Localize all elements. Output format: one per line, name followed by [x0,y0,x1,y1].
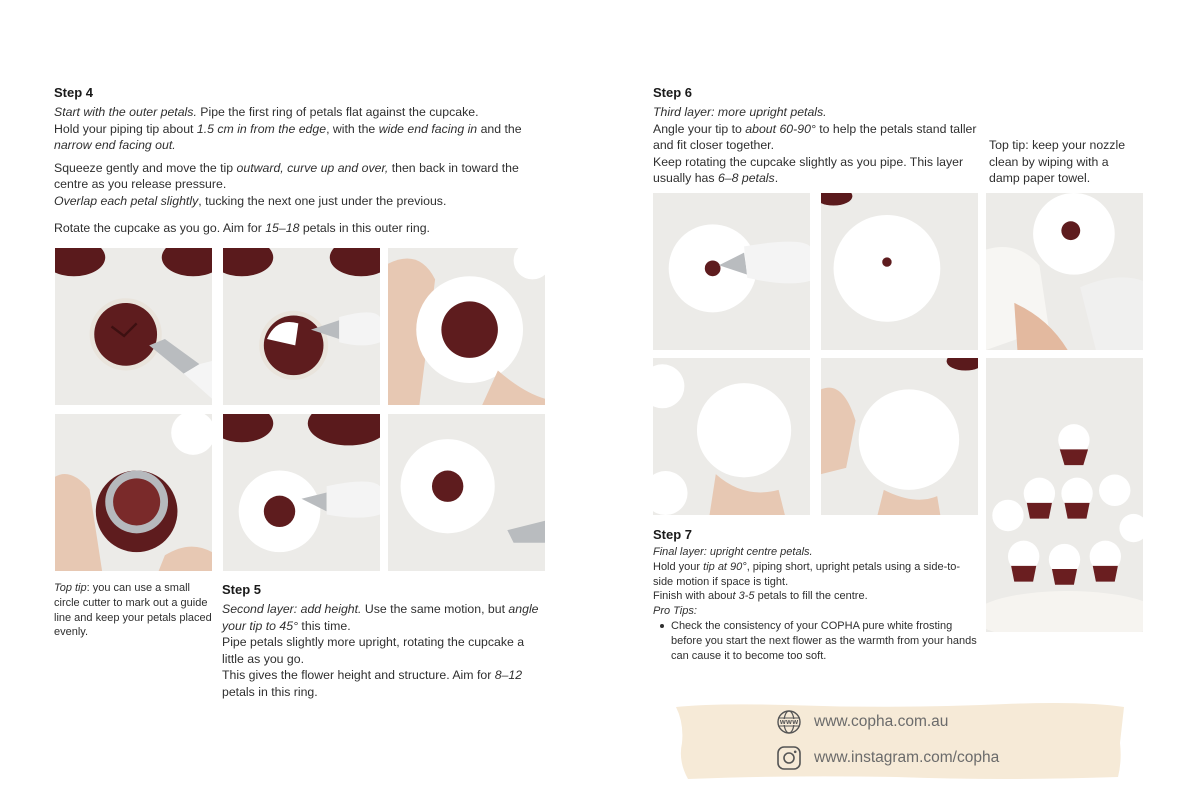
step-5-heading: Step 5 [222,582,262,597]
step-7-para-1: Final layer: upright centre petals. [653,546,813,558]
step-5-para-2: Pipe petals slightly more upright, rotating the cupcake a little as you go. [222,635,525,666]
step-6-para-2: Angle your tip to about 60-90° to help the petals stand taller and fit closer together. [653,121,977,152]
step-4-para-4: Overlap each petal slightly, tucking the next one just under the previous. [54,193,447,208]
step-4-text [54,104,554,237]
pro-tips-label: Pro Tips: [653,605,697,618]
step-6-text [653,104,978,187]
step-7-para-2: Hold your tip at 90°, piping short, upright petals using a side-to-side motion if space is tight. [653,560,961,588]
photo-clean-nozzle [986,193,1143,350]
photo-unfrosted-cupcake [55,248,212,405]
step-5-text [222,601,548,700]
photo-outer-ring-complete [388,248,545,405]
pro-tip-item: Check the consistency of your COPHA pure white frosting before you start the next flower as the warmth from your hands can cause it to become too soft. [653,619,978,663]
step-7-para-3: Finish with about 3-5 petals to fill the centre. [653,590,868,603]
step-4-para-5: Rotate the cupcake as you go. Aim for 15–18 petals in this outer ring. [54,221,430,235]
photo-third-layer-piping [653,193,810,350]
photo-flower-in-hand [653,358,810,515]
instagram-icon [776,745,802,771]
instagram-link[interactable]: www.instagram.com/copha [814,749,1000,766]
svg-text:WWW: WWW [779,720,799,726]
globe-www-icon [776,709,802,735]
contact-banner [676,703,1124,779]
step-7-heading: Step 7 [653,527,693,542]
photo-finished-flower [821,358,978,515]
photo-first-petal [223,248,380,405]
website-link[interactable]: www.copha.com.au [814,713,949,730]
photo-second-layer-complete [388,414,545,571]
photo-circle-cutter [55,414,212,571]
tip-left: Top tip: you can use a small circle cutter to mark out a guide line and keep your petals placed evenly. [54,582,212,639]
step-6-heading: Step 6 [653,85,693,100]
pro-tips-list [653,619,978,663]
instagram-row[interactable] [776,745,999,771]
step-4-para-1: Start with the outer petals. Pipe the first ring of petals flat against the cupcake. [54,105,479,119]
step-4-para-2: Hold your piping tip about 1.5 cm in from the edge, with the wide end facing in and the narrow end facing out. [54,121,522,152]
website-row[interactable] [776,709,948,735]
step-5-para-1: Second layer: add height. Use the same motion, but angle your tip to 45° this time. [222,602,539,633]
step-5-para-3: This gives the flower height and structure. Aim for 8–12 petals in this ring. [222,668,523,699]
step-7-text [653,545,978,663]
step-6-para-3: Keep rotating the cupcake slightly as you pipe. This layer usually has 6–8 petals. [653,154,964,185]
step-4-para-3: Squeeze gently and move the tip outward, curve up and over, then back in toward the centre as you release pressure. [54,160,519,191]
step-4-heading: Step 4 [54,85,94,100]
photo-third-layer-complete [821,193,978,350]
tip-right: Top tip: keep your nozzle clean by wiping with a damp paper towel. [989,138,1126,185]
photo-cupcake-tower [986,358,1143,632]
step-6-para-1: Third layer: more upright petals. [653,105,827,119]
photo-second-layer [223,414,380,571]
